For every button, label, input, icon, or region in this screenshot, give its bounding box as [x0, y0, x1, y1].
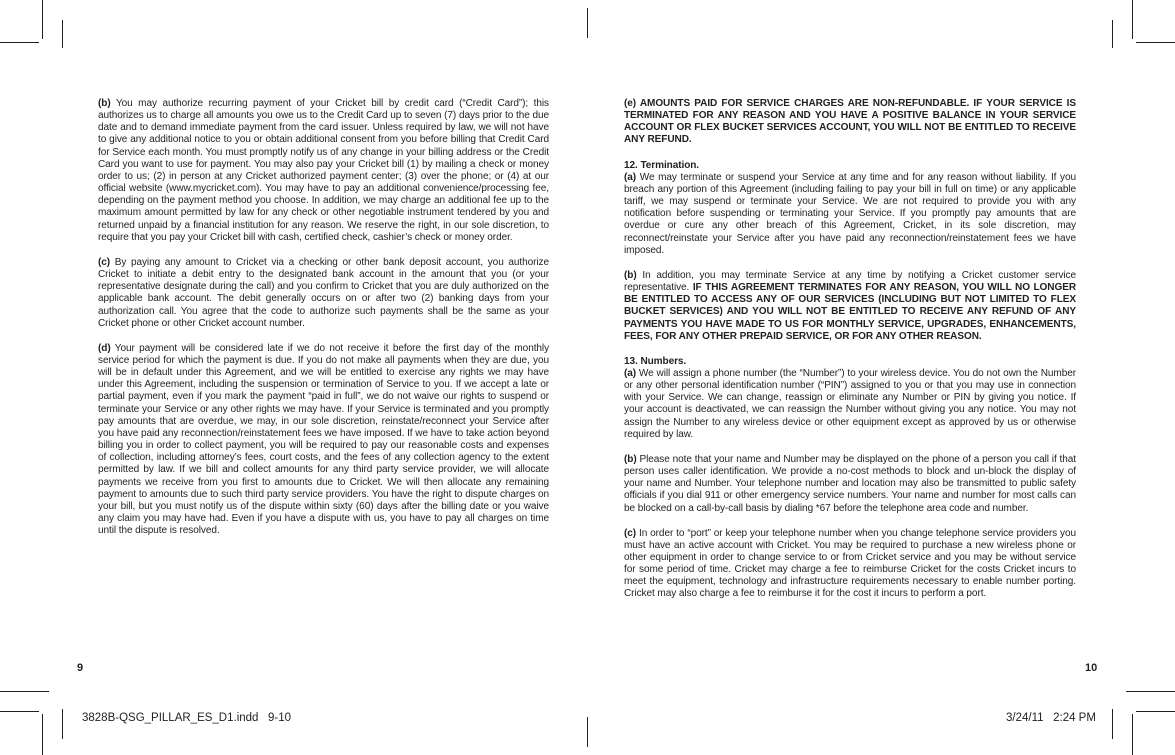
crop-mark	[1136, 42, 1175, 43]
paragraph-text: We may terminate or suspend your Service at any time and for any reason without liability. If you breach any portion of this Agreement (including failing to pay your bill in full on time) or any applicable tariff, we may suspend or terminate your Service. We are not required to provide you with any notification before suspending or terminating your Service. If you promptly pay amounts that are overdue or cure any other breach of this Agreement, Cricket, in its sole discretion, may reconnect/reinstate your Service after you have paid any reconnection/reinstatement fees we have imposed.	[624, 171, 1076, 256]
slug-filename: 3828B-QSG_PILLAR_ES_D1.indd 9-10	[82, 712, 292, 724]
crop-mark	[0, 691, 49, 692]
crop-mark	[42, 0, 43, 39]
paragraph-text: In order to “port” or keep your telephone number when you change telephone service providers you must have an active account with Cricket. You may be required to purchase a new wireless phone or other equipment in order to change service to or from Cricket service and you may be without service for some period of time. Cricket may charge a fee to reimburse Cricket for the costs Cricket incurs to meet the equipment, technology and infrastructure requirements necessary to enable number porting. Cricket may also charge a fee to reimburse it for the cost it incurs to perform a port.	[624, 527, 1077, 600]
paragraph-text: We will assign a phone number (the “Number”) to your wireless device. You do not own the Number or any other personal identification number (“PIN”) assigned to you or that you may use in connection with your Service. We can change, reassign or eliminate any Number or PIN by giving you notice. If your account is deactivated, we can reassign the Number without giving you any notice. You may not assign the Number to any wireless device or other equipment except as approved by us or otherwise required by law.	[624, 367, 1077, 440]
paragraph-label: (c)	[624, 527, 637, 539]
paragraph-label: (b)	[98, 98, 111, 109]
crop-mark	[1136, 711, 1175, 712]
crop-mark	[0, 711, 39, 712]
crop-mark	[1112, 709, 1113, 739]
paragraph-text: In addition, you may terminate Service at any time by notifying a Cricket customer service representative.	[624, 269, 1076, 294]
crop-mark	[1132, 714, 1133, 755]
section-heading-termination: 12. Termination.	[624, 159, 700, 171]
page-number-right: 10	[1085, 662, 1098, 674]
crop-mark	[587, 8, 588, 38]
paragraph-label: (b)	[624, 269, 637, 281]
paragraph-d-late-payment	[98, 343, 549, 538]
paragraph-e-non-refundable: (e) AMOUNTS PAID FOR SERVICE CHARGES ARE NON-REFUNDABLE. IF YOUR SERVICE IS TERMINATED FOR ANY REASON AND YOU HAVE A POSITIVE BALANCE IN YOUR SERVICE ACCOUNT OR FLEX BUCKET SERVICES ACCOUNT, YOU WILL NOT BE ENTITLED TO RECEIVE ANY REFUND.	[624, 98, 1076, 146]
paragraph-text: You may authorize recurring payment of your Cricket bill by credit card (“Credit Card”); this authorizes us to charge all amounts you owe us to the Credit Card up to seven (7) days prior to the due date and to demand immediate payment from the card issuer. Unless required by law, we will not have to give any additional notice to you or obtain additional consent from you before billing that Credit Card for Service each month. You must promptly notify us of any change in your billing address or the Credit Card you want to use for payment. You may also pay your Cricket bill (1) by mailing a check or money order to us; (2) in person at any Cricket authorized payment center; (3) over the phone; or (4) at our official website (www.mycricket.com). You may have to pay an additional convenience/processing fee, depending on the payment method you choose. In addition, we may charge an additional fee up to the maximum amount permitted by law for any check or other negotiable instrument tendered by you and returned unpaid by a financial institution for any reason. We reserve the right, in our sole discretion, to require that you pay your Cricket bill with cash, certified check, cashier’s check or money order.	[98, 98, 549, 243]
crop-mark	[1132, 0, 1133, 39]
paragraph-label: (d)	[98, 342, 111, 354]
paragraph-12b	[624, 270, 1076, 343]
paragraph-label: (a)	[624, 367, 637, 379]
paragraph-13b	[624, 454, 1076, 515]
paragraph-label: (c)	[98, 256, 111, 268]
paragraph-label: (a)	[624, 171, 637, 183]
page-number-left: 9	[77, 662, 84, 674]
paragraph-b-recurring-payment	[98, 98, 549, 244]
paragraph-13a	[624, 368, 1076, 441]
left-page-column	[98, 98, 549, 550]
slug-timestamp: 3/24/11 2:24 PM	[1006, 712, 1096, 724]
paragraph-text: By paying any amount to Cricket via a checking or other bank deposit account, you authorize Cricket to initiate a debit entry to the designated bank account in the amount that you (or your representative designate during the call) and you confirm to Cricket that you are duly authorized on the applicable bank account. The debit generally occurs on or after two (2) banking days from your authorization call. You agree that the code to authorize such payments shall be the same as your Cricket phone or other Cricket account number.	[98, 256, 549, 329]
crop-mark	[1112, 20, 1113, 48]
crop-mark	[62, 709, 63, 739]
crop-mark	[42, 714, 43, 755]
paragraph-12a	[624, 172, 1076, 257]
paragraph-caps-text: IF THIS AGREEMENT TERMINATES FOR ANY REASON, YOU WILL NO LONGER BE ENTITLED TO ACCESS ANY OF OUR SERVICES (INCLUDING BUT NOT LIMITED TO FLEX BUCKET SERVICES) AND YOU WILL NOT BE ENTITLED TO RECEIVE ANY REFUND OF ANY PAYMENTS YOU HAVE MADE TO US FOR MONTHLY SERVICE, UPGRADES, ENHANCEMENTS, FEES, FOR ANY OTHER PREPAID SERVICE, OR FOR ANY OTHER REASON.	[624, 282, 1076, 342]
paragraph-13c	[624, 528, 1076, 601]
paragraph-label: (b)	[624, 453, 637, 465]
paragraph-text: Please note that your name and Number may be displayed on the phone of a person you call if that person uses caller identification. We provide a no-cost methods to block and un-block the display of your name and Number. Your telephone number and location may also be transmitted to public safety officials if you dial 911 or other emergency service numbers. Your name and number for most calls can be blocked on a call-by-call basis by dialing *67 before the telephone area code and number.	[624, 453, 1076, 514]
crop-mark	[62, 20, 63, 48]
crop-mark	[0, 42, 39, 43]
right-page-column	[624, 98, 1076, 614]
crop-mark	[587, 717, 588, 747]
paragraph-text: Your payment will be considered late if we do not receive it before the first day of the monthly service period for which the payment is due. If you do not make all payments when they are due, you will be in default under this Agreement, and we will be entitled to exercise any rights we may have under this Agreement, including the suspension or termination of Service to you. If we accept a late or partial payment, even if you mark the payment “paid in full”, we do not waive our rights to suspend or terminate your Service or any other rights we may have. If your Service is terminated and you promptly pay amounts that are overdue, we may, in our sole discretion, reinstate/reconnect your Service after you have paid any reconnection/reinstatement fees we have imposed. If we have to take action beyond billing you in order to collect payment, you will be required to pay our reasonable costs and expenses of collection, including attorney’s fees, court costs, and the fees of any collection agency to the extent permitted by law. If we bill and collect amounts for any third party service provider, we will allocate payments we receive from you first to amounts due to Cricket. We will then allocate any remaining payment to amounts due to such third party service providers. You have the right to dispute charges on your bill, but you must notify us of the dispute within sixty (60) days after the billing date or you waive any claim you may have had. Even if you have a dispute with us, you have to pay all charges on time until the dispute is resolved.	[98, 342, 550, 537]
paragraph-c-bank-debit	[98, 257, 549, 330]
section-heading-numbers: 13. Numbers.	[624, 355, 687, 367]
crop-mark	[1126, 691, 1175, 692]
